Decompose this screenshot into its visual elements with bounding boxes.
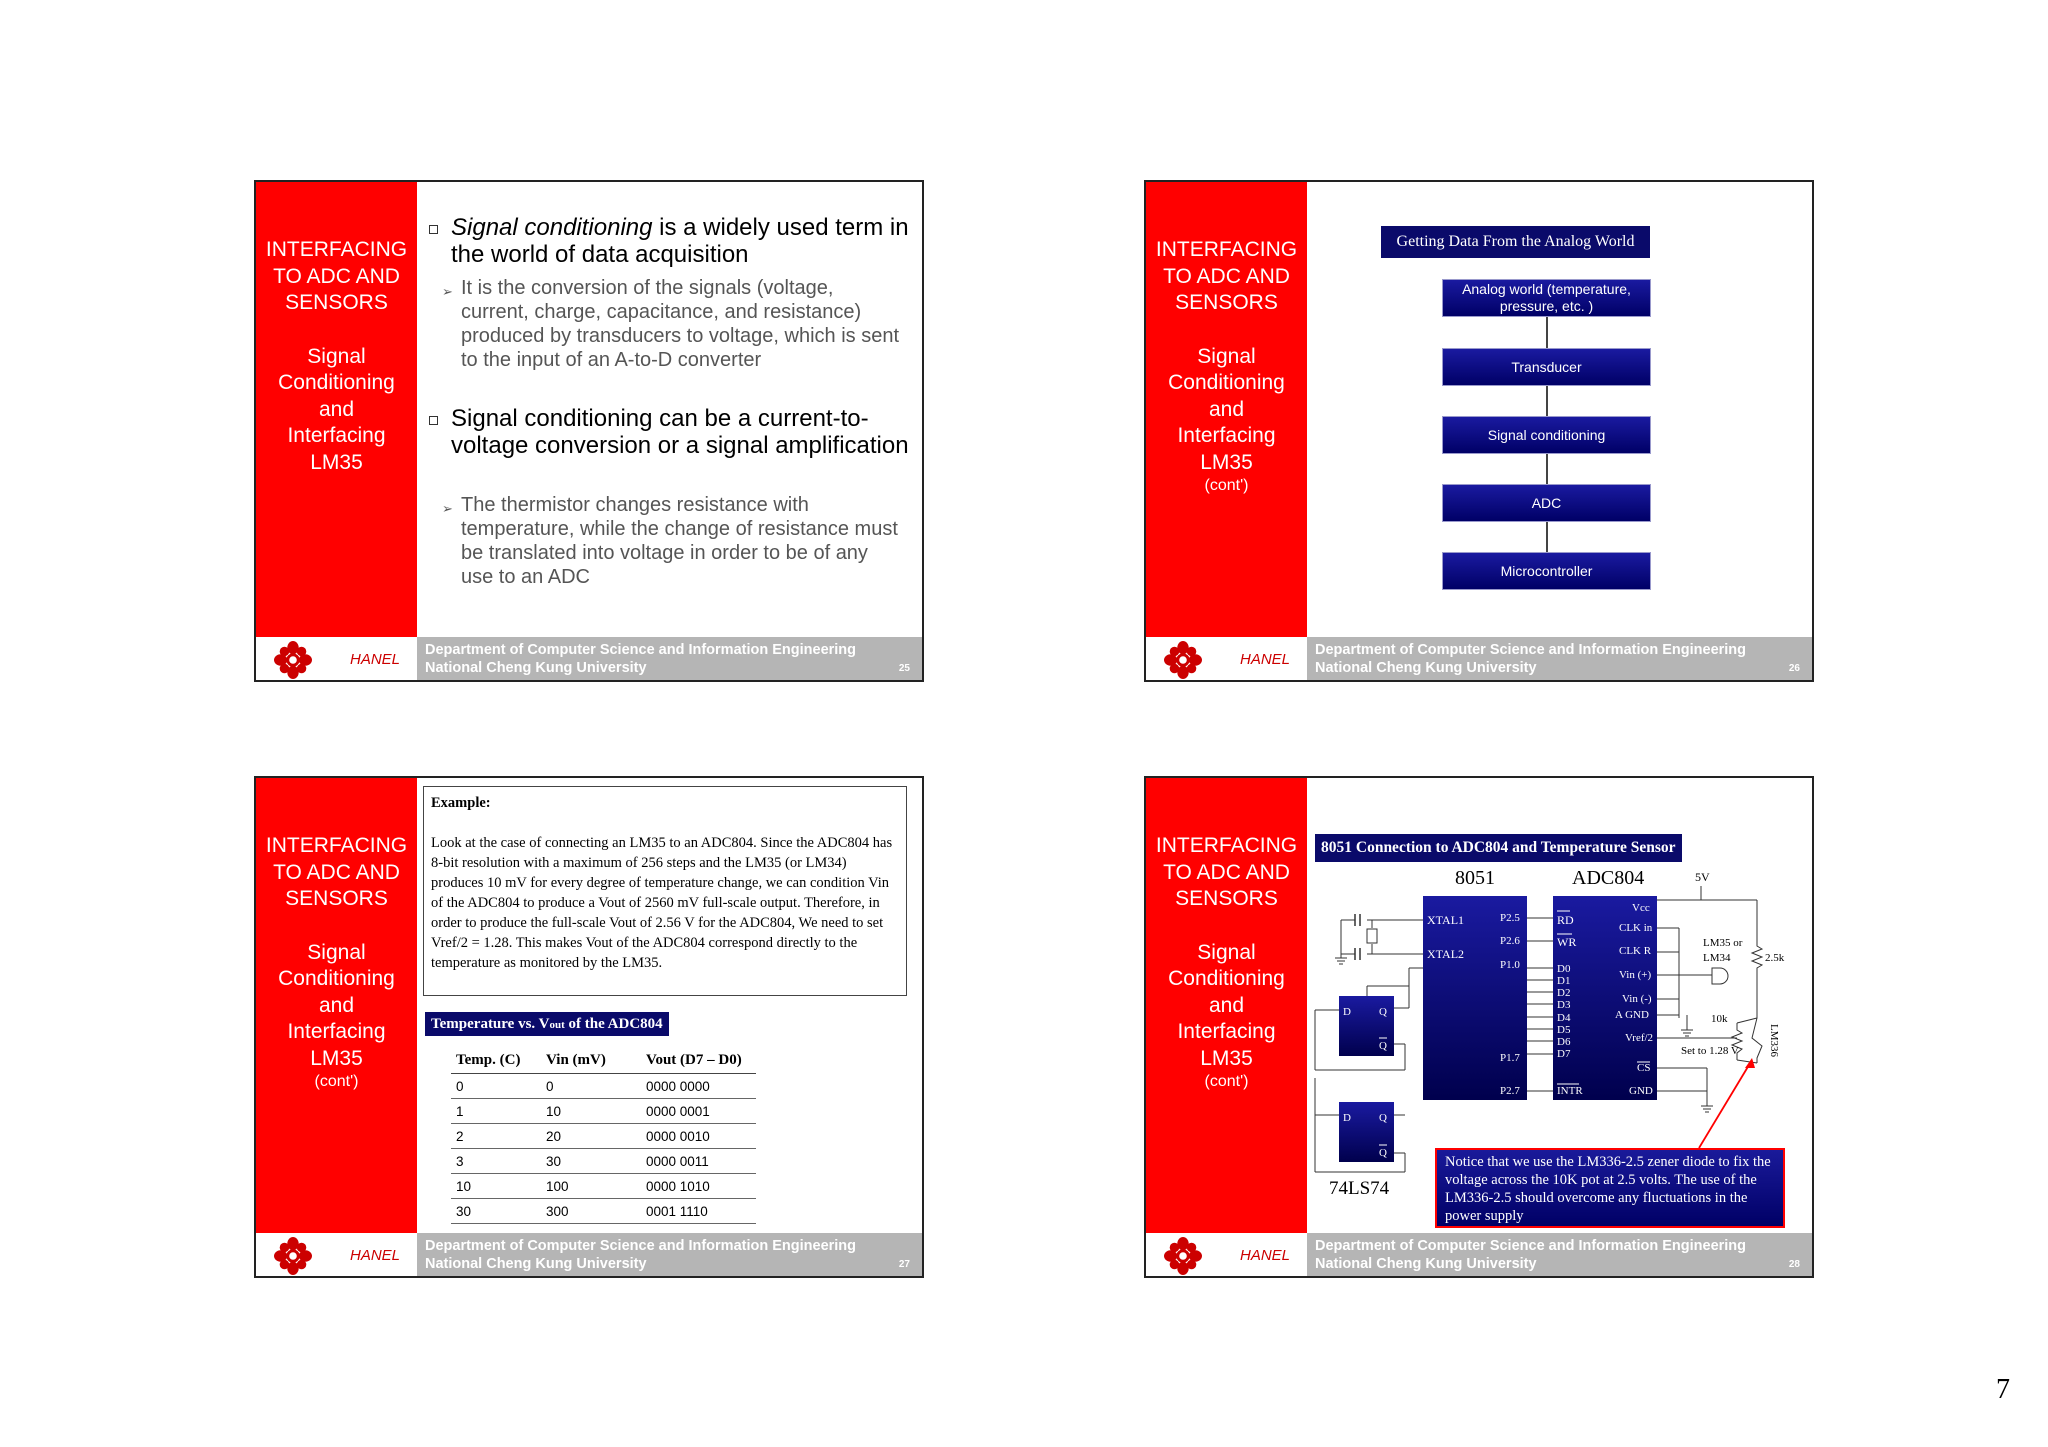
pin-agnd: A GND: [1615, 1009, 1649, 1021]
pin-p25: P2.5: [1500, 912, 1520, 924]
pin-p17: P1.7: [1500, 1052, 1520, 1064]
pin-d5: D5: [1557, 1024, 1571, 1036]
logo-area: [1146, 1233, 1307, 1278]
sidebar-title-line: SENSORS: [285, 887, 388, 910]
pin-wr: WR: [1557, 935, 1577, 949]
table-row: [451, 1124, 756, 1149]
university-emblem-icon: [274, 1237, 312, 1275]
sidebar-subtitle-line: Conditioning: [1168, 371, 1285, 394]
pin-clkr: CLK R: [1619, 945, 1652, 957]
pin-vinm: Vin (-): [1622, 993, 1652, 1005]
pin-p27: P2.7: [1500, 1085, 1520, 1097]
pin-xtal1: XTAL1: [1427, 913, 1465, 927]
flow-arrow: [1546, 522, 1548, 552]
table-cell: 1: [451, 1099, 541, 1124]
footer-text: [1307, 1233, 1812, 1278]
pin-p10: P1.0: [1500, 959, 1520, 971]
slide-sidebar: [256, 182, 417, 637]
ff-qbar-label: Q: [1379, 1040, 1387, 1052]
sidebar-subtitle-line: and: [1208, 993, 1245, 1017]
label-lm34: LM34: [1703, 952, 1731, 964]
bullet-main: [429, 214, 909, 268]
sidebar-title-line: TO ADC AND: [1163, 860, 1290, 884]
hanel-label: HANEL: [1240, 651, 1291, 668]
slide-25: [254, 180, 924, 682]
label-set-to: Set to 1.28 V: [1681, 1045, 1739, 1057]
slide-number: 27: [898, 1259, 910, 1270]
hanel-label: HANEL: [1240, 1247, 1291, 1264]
ff-qbar-label: Q: [1379, 1147, 1387, 1159]
sidebar-subtitle-line: and: [318, 397, 355, 421]
sidebar-cont: (cont'): [1204, 1073, 1249, 1090]
sidebar-title-line: INTERFACING: [1155, 834, 1298, 857]
pin-d3: D3: [1557, 999, 1571, 1011]
page-number: 7: [1996, 1374, 2010, 1405]
table-cell: 30: [541, 1149, 641, 1174]
square-bullet-icon: [429, 416, 438, 425]
table-row: [451, 1199, 756, 1224]
label-10k: 10k: [1711, 1013, 1728, 1025]
footer-univ: National Cheng Kung University: [1315, 1256, 1537, 1272]
footer-univ: National Cheng Kung University: [1315, 660, 1537, 676]
wire: [1737, 1018, 1757, 1023]
pin-d4: D4: [1557, 1012, 1571, 1024]
pin-d2: D2: [1557, 987, 1571, 999]
flow-arrow: [1546, 386, 1548, 416]
table-cell: 10: [541, 1099, 641, 1124]
footer-univ: National Cheng Kung University: [425, 660, 647, 676]
slide-number: 26: [1788, 663, 1800, 674]
sidebar-title-line: SENSORS: [1175, 291, 1278, 314]
sidebar-subtitle-line: Interfacing: [287, 424, 386, 447]
logo-area: [1146, 637, 1307, 682]
table-cell: 2: [451, 1124, 541, 1149]
slide-28: [1144, 776, 1814, 1278]
pin-rd: RD: [1557, 913, 1574, 927]
slide-26: [1144, 180, 1814, 682]
temperature-table: [451, 1050, 756, 1224]
column-header: Vout (D7 – D0): [641, 1050, 756, 1074]
arrow-bullet-icon: ➢: [442, 284, 453, 299]
table-title: [425, 1012, 669, 1036]
table-row: [451, 1074, 756, 1099]
zener-icon: [1752, 998, 1762, 1063]
university-emblem-icon: [274, 641, 312, 679]
footer-dept: Department of Computer Science and Information Engineering: [1315, 642, 1747, 658]
sidebar-subtitle-line: LM35: [310, 1046, 363, 1070]
arrowhead-icon: [1745, 1058, 1755, 1068]
notice-box: Notice that we use the LM336-2.5 zener diode to fix the voltage across the 10K pot at 2.5 volts. The use of the LM336-2.5 should overcome any fluctuations in the power supply: [1435, 1148, 1785, 1228]
pin-xtal2: XTAL2: [1427, 947, 1465, 961]
pin-intr: INTR: [1557, 1085, 1583, 1097]
table-title-part: of the ADC804: [564, 1016, 663, 1032]
ff-q-label: Q: [1379, 1112, 1387, 1124]
bullet-main: [429, 405, 909, 459]
circuit-title: 8051 Connection to ADC804 and Temperature Sensor: [1315, 834, 1682, 862]
table-cell: 100: [541, 1174, 641, 1199]
sidebar-title-line: TO ADC AND: [273, 860, 400, 884]
pin-d7: D7: [1557, 1048, 1571, 1060]
bullet-text: The thermistor changes resistance with temperature, while the change of resistance must be translated into voltage in order to be of any use to an ADC: [461, 494, 898, 588]
footer-text: [1307, 637, 1812, 682]
university-emblem-icon: [1164, 1237, 1202, 1275]
pin-d6: D6: [1557, 1036, 1571, 1048]
label-adc804: ADC804: [1572, 867, 1645, 889]
example-box: [423, 786, 907, 996]
table-row: [451, 1099, 756, 1124]
table-row: [451, 1174, 756, 1199]
sidebar-cont: (cont'): [314, 1073, 359, 1090]
bullet-sub: [442, 276, 901, 372]
table-cell: 300: [541, 1199, 641, 1224]
table-header-row: [451, 1050, 756, 1074]
flow-box-adc: ADC: [1442, 484, 1651, 522]
flow-box-analog-world: Analog world (temperature, pressure, etc. ): [1442, 279, 1651, 317]
table-cell: 0000 1010: [641, 1174, 756, 1199]
bullet-emphasis: Signal conditioning: [451, 214, 653, 241]
pin-vinp: Vin (+): [1619, 969, 1652, 981]
footer-text: [417, 637, 922, 682]
slide-footer: [256, 1233, 922, 1278]
example-text: Look at the case of connecting an LM35 to an ADC804. Since the ADC804 has 8-bit resolution with a maximum of 256 steps and the LM35 (or LM34) produces 10 mV for every degree of temperature change, we can condition Vin of the ADC804 to produce a Vout of 2560 mV full-scale output. Therefore, in order to produce the full-scale Vout of 2.56 V for the ADC804, We need to set Vref/2 = 1.28. This makes Vout of the ADC804 correspond directly to the temperature as monitored by the LM35.: [431, 835, 893, 971]
footer-dept: Department of Computer Science and Information Engineering: [1315, 1238, 1747, 1254]
example-title: Example:: [431, 795, 491, 811]
label-5v: 5V: [1695, 870, 1710, 884]
slide-number: 28: [1788, 1259, 1800, 1270]
footer-univ: National Cheng Kung University: [425, 1256, 647, 1272]
label-74ls74: 74LS74: [1329, 1178, 1390, 1199]
slide-content: [417, 778, 922, 1233]
pin-cs: CS: [1637, 1062, 1651, 1074]
sidebar-subtitle-line: Conditioning: [1168, 967, 1285, 990]
footer-text: [417, 1233, 922, 1278]
slide-sidebar: [1146, 778, 1307, 1233]
logo-area: [256, 637, 417, 682]
table-cell: 0000 0011: [641, 1149, 756, 1174]
square-bullet-icon: [429, 225, 438, 234]
label-lm35: LM35 or: [1703, 937, 1743, 949]
label-8051: 8051: [1455, 867, 1495, 889]
bullet-text: is a widely used term in the world of data acquisition: [451, 214, 909, 268]
sidebar-subtitle-line: Conditioning: [278, 967, 395, 990]
crystal-icon: [1367, 929, 1377, 943]
flow-arrow: [1546, 317, 1548, 348]
wire: [1737, 1060, 1757, 1063]
table-cell: 0: [451, 1074, 541, 1099]
table-cell: 0000 0001: [641, 1099, 756, 1124]
sidebar-subtitle-line: and: [1208, 397, 1245, 421]
table-cell: 0000 0010: [641, 1124, 756, 1149]
table-cell: 0: [541, 1074, 641, 1099]
flow-box-transducer: Transducer: [1442, 348, 1651, 386]
slide-number: 25: [898, 663, 910, 674]
footer-dept: Department of Computer Science and Information Engineering: [425, 642, 857, 658]
table-title-part: Temperature vs. V: [431, 1016, 550, 1032]
sidebar-cont: (cont'): [1204, 477, 1249, 494]
sidebar-subtitle-line: Interfacing: [1177, 424, 1276, 447]
pin-vref: Vref/2: [1625, 1032, 1654, 1044]
resistor-icon: [1752, 938, 1762, 998]
slide-sidebar: [256, 778, 417, 1233]
flow-arrow: [1546, 454, 1548, 484]
flow-box-signal-conditioning: Signal conditioning: [1442, 416, 1651, 454]
capacitor-icon: [1355, 914, 1360, 960]
pin-p26: P2.6: [1500, 935, 1520, 947]
slide-content: [1307, 182, 1812, 637]
column-header: Temp. (C): [451, 1050, 541, 1074]
sidebar-title-line: INTERFACING: [1155, 238, 1298, 261]
ff-d-label: D: [1343, 1006, 1351, 1018]
table-cell: 0000 0000: [641, 1074, 756, 1099]
sidebar-subtitle-line: and: [318, 993, 355, 1017]
table-cell: 3: [451, 1149, 541, 1174]
flow-box-microcontroller: Microcontroller: [1442, 552, 1651, 590]
table-title-subscript: out: [549, 1019, 565, 1031]
sidebar-subtitle-line: LM35: [1200, 450, 1253, 474]
hanel-label: HANEL: [350, 1247, 401, 1264]
sidebar-subtitle-line: Signal: [1197, 940, 1256, 964]
bullet-sub: [442, 493, 901, 589]
table-cell: 30: [451, 1199, 541, 1224]
flow-title: Getting Data From the Analog World: [1381, 226, 1650, 258]
sidebar-title-line: TO ADC AND: [1163, 264, 1290, 288]
ff-q-label: Q: [1379, 1006, 1387, 1018]
footer-dept: Department of Computer Science and Information Engineering: [425, 1238, 857, 1254]
pin-clkin: CLK in: [1619, 922, 1653, 934]
label-2-5k: 2.5k: [1765, 952, 1785, 964]
ff-d-label: D: [1343, 1112, 1351, 1124]
slide-footer: [1146, 1233, 1812, 1278]
pin-d1: D1: [1557, 975, 1571, 987]
sidebar-title-line: TO ADC AND: [273, 264, 400, 288]
table-cell: 20: [541, 1124, 641, 1149]
sidebar-title-line: SENSORS: [1175, 887, 1278, 910]
slide-footer: [256, 637, 922, 682]
column-header: Vin (mV): [541, 1050, 641, 1074]
label-lm336: LM336: [1768, 1024, 1780, 1057]
pin-vcc: Vcc: [1632, 902, 1650, 914]
table-row: [451, 1149, 756, 1174]
sidebar-subtitle-line: Interfacing: [287, 1020, 386, 1043]
bullet-text: It is the conversion of the signals (voltage, current, charge, capacitance, and resistance) produced by transducers to voltage, which is sent to the input of an A-to-D converter: [461, 277, 900, 371]
pin-d0: D0: [1557, 963, 1571, 975]
table-cell: 0001 1110: [641, 1199, 756, 1224]
sidebar-title-line: SENSORS: [285, 291, 388, 314]
slide-content: [1307, 778, 1812, 1233]
arrow-bullet-icon: ➢: [442, 501, 453, 516]
sidebar-title-line: INTERFACING: [265, 238, 408, 261]
university-emblem-icon: [1164, 641, 1202, 679]
slide-sidebar: [1146, 182, 1307, 637]
bullet-text: Signal conditioning can be a current-to-voltage conversion or a signal amplification: [451, 405, 909, 459]
sidebar-subtitle-line: Interfacing: [1177, 1020, 1276, 1043]
sensor-icon: [1712, 968, 1728, 984]
sidebar-subtitle-line: Signal: [307, 940, 366, 964]
logo-area: [256, 1233, 417, 1278]
pin-gnd: GND: [1629, 1085, 1653, 1097]
sidebar-subtitle-line: Signal: [307, 344, 366, 368]
slide-footer: [1146, 637, 1812, 682]
sidebar-title-line: INTERFACING: [265, 834, 408, 857]
sidebar-subtitle-line: LM35: [310, 450, 363, 474]
table-cell: 10: [451, 1174, 541, 1199]
slide-content: [417, 182, 922, 637]
hanel-label: HANEL: [350, 651, 401, 668]
slide-27: [254, 776, 924, 1278]
sidebar-subtitle-line: Conditioning: [278, 371, 395, 394]
sidebar-subtitle-line: LM35: [1200, 1046, 1253, 1070]
sidebar-subtitle-line: Signal: [1197, 344, 1256, 368]
